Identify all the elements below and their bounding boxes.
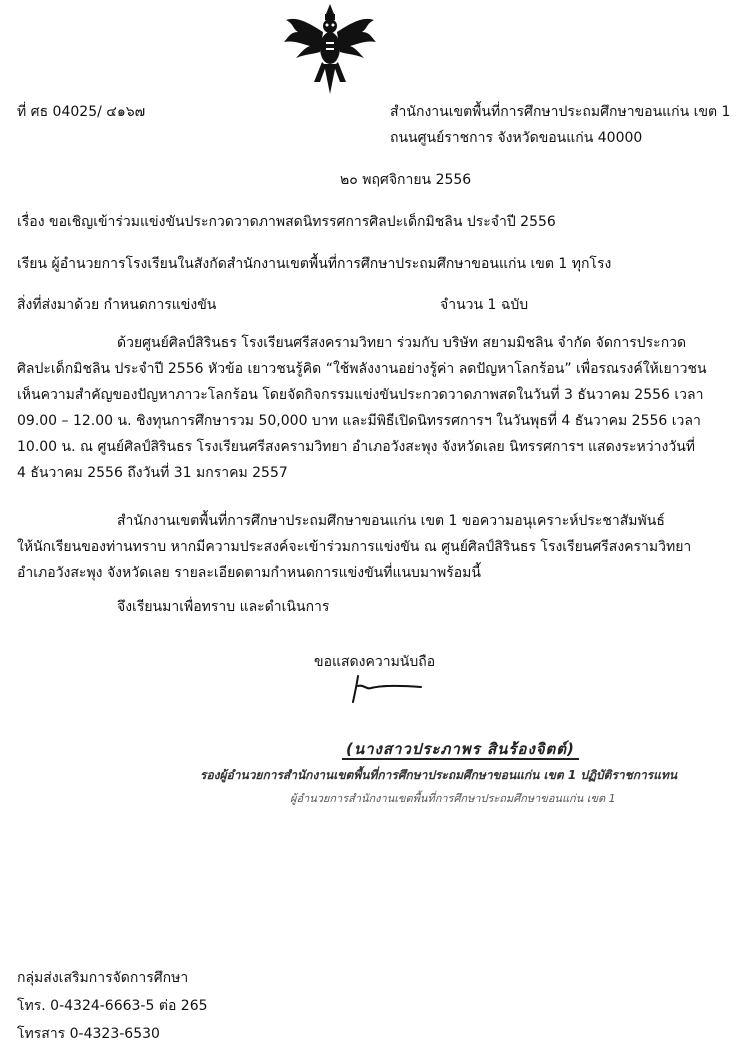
paragraph-line: 4 ธันวาคม 2556 ถึงวันที่ 31 มกราคม 2557 xyxy=(17,465,288,481)
reference-number: ที่ ศธ 04025/ ๔๑๖๗ xyxy=(17,104,146,120)
footer-fax: โทรสาร 0-4323-6530 xyxy=(17,1026,160,1042)
office-name: สำนักงานเขตพื้นที่การศึกษาประถมศึกษาขอนแก่น เขต 1 xyxy=(390,104,731,120)
footer-phone: โทร. 0-4324-6663-5 ต่อ 265 xyxy=(17,998,208,1014)
footer-department: กลุ่มส่งเสริมการจัดการศึกษา xyxy=(17,970,189,986)
paragraph-line: ด้วยศูนย์ศิลป์สิรินธร โรงเรียนศรีสงครามวิทยา ร่วมกับ บริษัท สยามมิชลิน จำกัด จัดการประกวด xyxy=(117,335,687,351)
letter-recipient: เรียน ผู้อำนวยการโรงเรียนในสังกัดสำนักงานเขตพื้นที่การศึกษาประถมศึกษาขอนแก่น เขต 1 ทุกโรง xyxy=(17,256,612,272)
paragraph-line: เห็นความสำคัญของปัญหาภาวะโลกร้อน โดยจัดกิจกรรมแข่งขันประกวดวาดภาพสดในวันที่ 3 ธันวาคม 2556 เวลา xyxy=(17,387,704,403)
garuda-emblem-icon xyxy=(280,2,380,97)
paragraph-line: 10.00 น. ณ ศูนย์ศิลป์สิรินธร โรงเรียนศรีสงครามวิทยา อำเภอวังสะพุง จังหวัดเลย นิทรรศการฯ แสดงระหว่างวันที่ xyxy=(17,439,696,455)
closing-salutation: ขอแสดงความนับถือ xyxy=(314,654,436,670)
closing-request: จึงเรียนมาเพื่อทราบ และดำเนินการ xyxy=(117,599,330,615)
body-paragraph-2 xyxy=(17,508,737,586)
signature-icon xyxy=(345,672,425,706)
paragraph-line: ให้นักเรียนของท่านทราบ หากมีความประสงค์จะเข้าร่วมการแข่งขัน ณ ศูนย์ศิลป์สิรินธร โรงเรียนศรีสงครามวิทยา xyxy=(17,539,692,555)
paragraph-line: สำนักงานเขตพื้นที่การศึกษาประถมศึกษาขอนแก่น เขต 1 ขอความอนุเคราะห์ประชาสัมพันธ์ xyxy=(117,513,665,529)
paragraph-line: ศิลปะเด็กมิชลิน ประจำปี 2556 หัวข้อ เยาวชนรู้คิด “ใช้พลังงานอย่างรู้ค่า ลดปัญหาโลกร้อน” เพื่อรณรงค์ให้เยาวชน xyxy=(17,361,707,377)
signatory-position-2: ผู้อำนวยการสำนักงานเขตพื้นที่การศึกษาประถมศึกษาขอนแก่น เขต 1 xyxy=(290,792,616,805)
enclosure-count: จำนวน 1 ฉบับ xyxy=(440,297,529,313)
body-paragraph-1 xyxy=(17,330,737,486)
paragraph-line: อำเภอวังสะพุง จังหวัดเลย รายละเอียดตามกำหนดการแข่งขันที่แนบมาพร้อมนี้ xyxy=(17,565,481,581)
signatory-position: รองผู้อำนวยการสำนักงานเขตพื้นที่การศึกษาประถมศึกษาขอนแก่น เขต 1 ปฏิบัติราชการแทน xyxy=(200,768,678,782)
paragraph-line: 09.00 – 12.00 น. ชิงทุนการศึกษารวม 50,000 บาท และมีพิธีเปิดนิทรรศการฯ ในวันพุธที่ 4 ธันวาคม 2556 เวลา xyxy=(17,413,701,429)
enclosure: สิ่งที่ส่งมาด้วย กำหนดการแข่งขัน xyxy=(17,297,217,313)
signatory-stamp xyxy=(342,737,579,761)
letter-date: ๒๐ พฤศจิกายน 2556 xyxy=(340,172,472,188)
letter-subject: เรื่อง ขอเชิญเข้าร่วมแข่งขันประกวดวาดภาพสดนิทรรศการศิลปะเด็กมิชลิน ประจำปี 2556 xyxy=(17,214,556,230)
office-address: ถนนศูนย์ราชการ จังหวัดขอนแก่น 40000 xyxy=(390,130,643,146)
signatory-name: (นางสาวประภาพร สินร้องจิตต์) xyxy=(342,740,579,760)
